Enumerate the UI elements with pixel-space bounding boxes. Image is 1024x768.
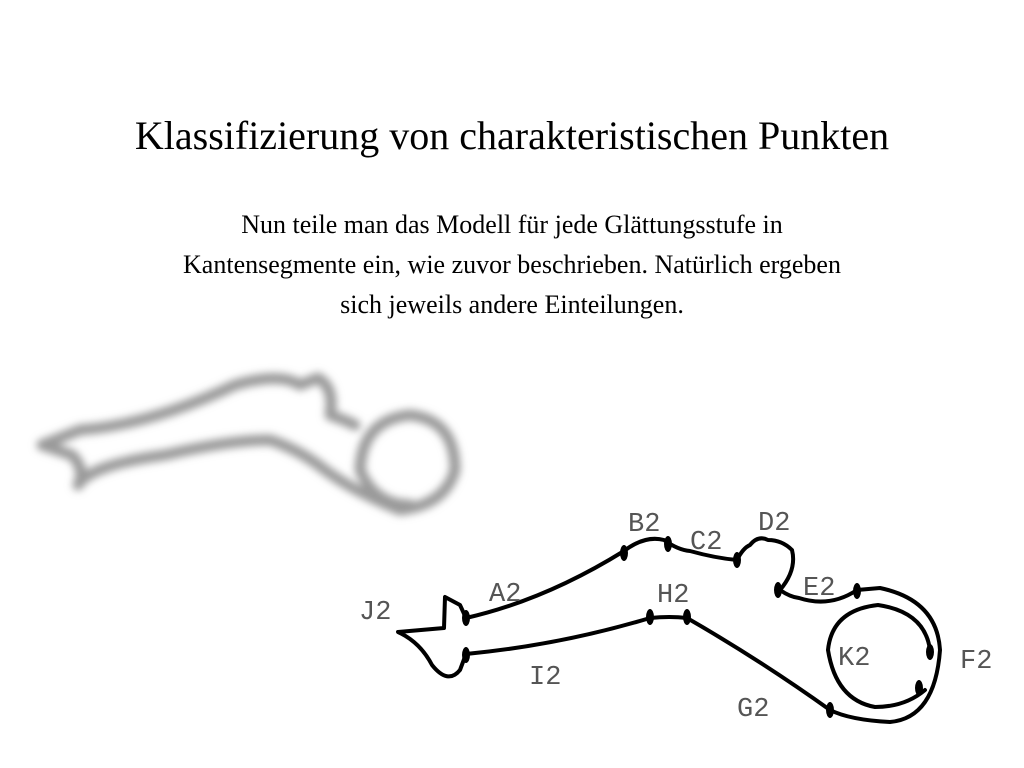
label-a2: A2 [489,580,522,610]
marker [683,609,691,625]
body-line-2: Kantensegmente ein, wie zuvor beschrieben. Natürlich ergeben [183,250,841,279]
slide-title: Klassifizierung von charakteristischen Punkten [134,113,890,158]
label-d2: D2 [758,509,791,539]
body-line-3: sich jeweils andere Einteilungen. [340,290,684,319]
marker [646,609,654,625]
marker [733,552,741,568]
marker [620,545,628,561]
marker [853,583,861,599]
contour-outline [398,538,940,722]
label-b2: B2 [628,510,661,540]
label-j2: J2 [359,598,392,628]
label-c2: C2 [690,528,723,558]
marker [915,680,923,696]
label-e2: E2 [803,574,836,604]
marker [462,647,470,663]
label-h2: H2 [657,581,690,611]
marker [664,536,672,552]
marker [462,610,470,626]
marker [774,582,782,598]
blurred-model-shape [42,378,455,510]
label-g2: G2 [737,695,770,725]
marker [926,644,934,660]
label-f2: F2 [960,647,993,677]
body-line-1: Nun teile man das Modell für jede Glättungsstufe in [241,210,783,239]
label-k2: K2 [838,644,871,674]
marker [826,702,834,718]
label-i2: I2 [529,663,562,693]
